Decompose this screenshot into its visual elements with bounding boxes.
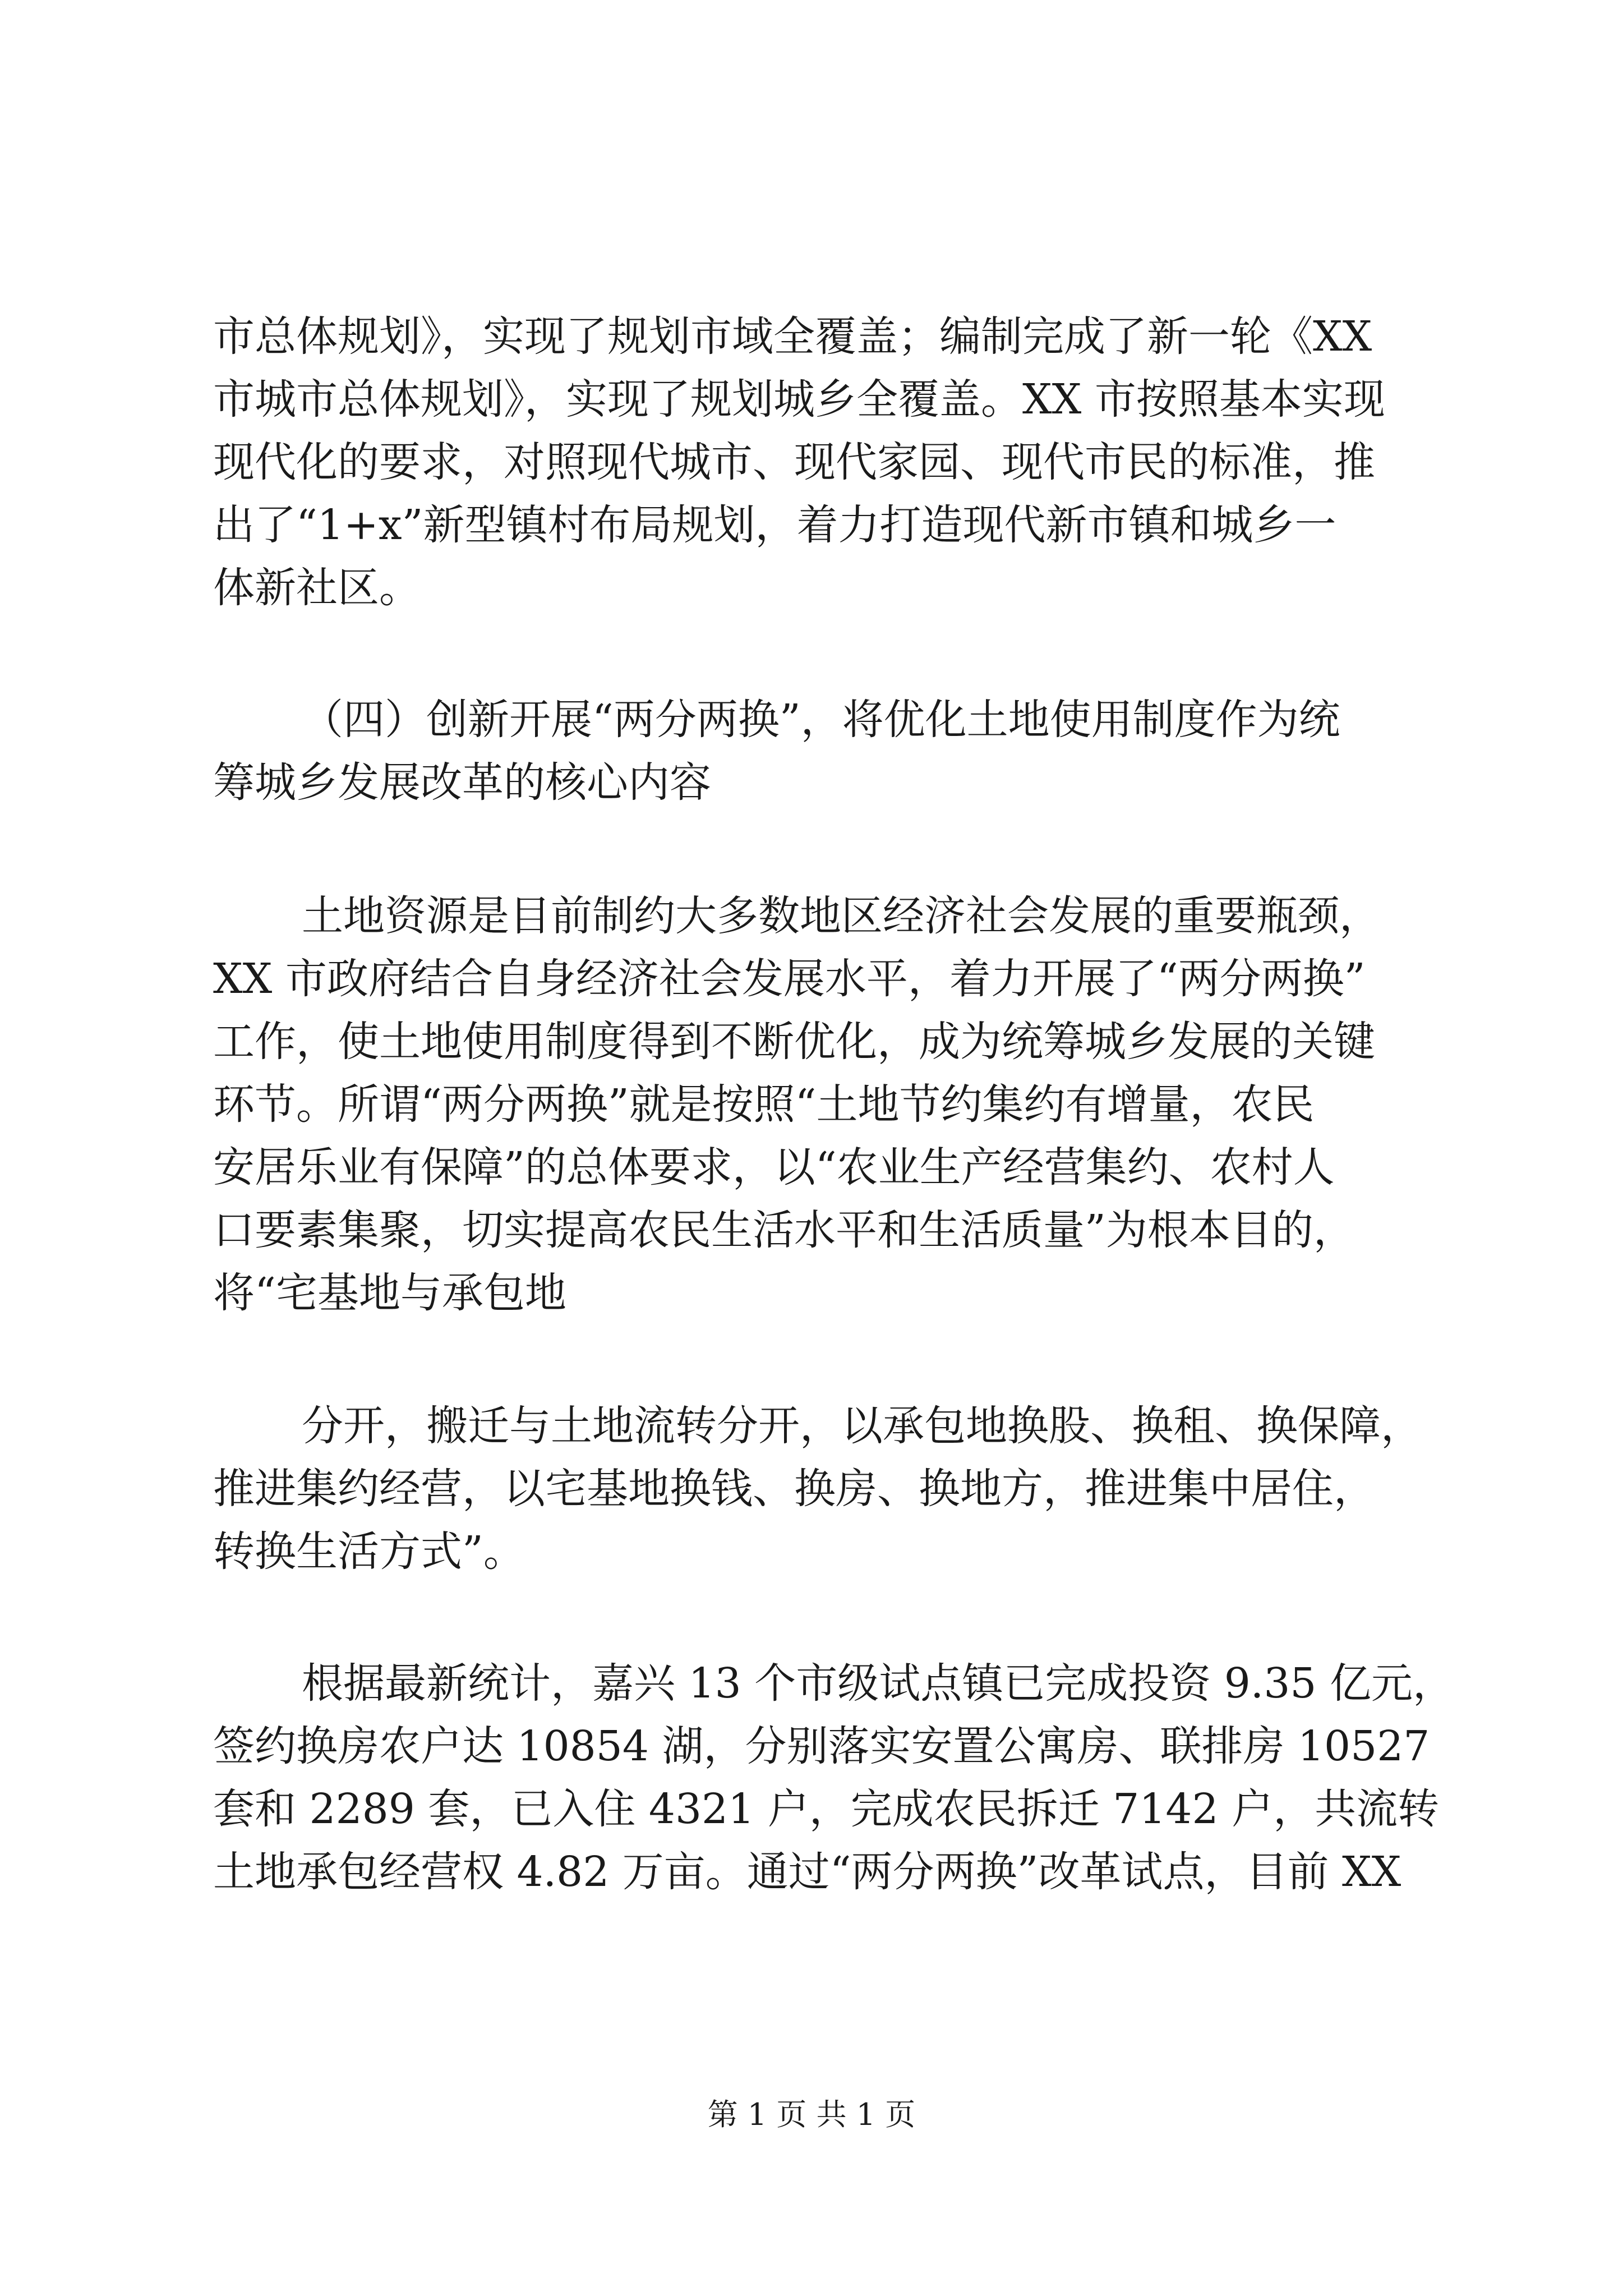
body-text-line: XX 市政府结合自身经济社会发展水平，着力开展了“两分两换” xyxy=(213,955,1366,1003)
body-text-line: 将“宅基地与承包地 xyxy=(213,1269,566,1317)
body-text-line: 口要素集聚，切实提高农民生活水平和生活质量”为根本目的， xyxy=(213,1206,1355,1254)
body-text-line: 转换生活方式”。 xyxy=(213,1527,525,1576)
body-text-line: 签约换房农户达 10854 湖，分别落实安置公寓房、联排房 10527 xyxy=(213,1722,1430,1770)
body-text-line: 土地承包经营权 4.82 万亩。通过“两分两换”改革试点，目前 XX xyxy=(213,1848,1401,1896)
body-text-line: 市总体规划》，实现了规划市域全覆盖；编制完成了新一轮《XX xyxy=(213,312,1372,361)
body-text-line: 安居乐业有保障”的总体要求，以“农业生产经营集约、农村人 xyxy=(213,1143,1335,1191)
body-text-line: 推进集约经营，以宅基地换钱、换房、换地方，推进集中居住， xyxy=(213,1465,1375,1513)
body-text-line: 土地资源是目前制约大多数地区经济社会发展的重要瓶颈， xyxy=(302,892,1381,940)
body-text-line: 工作，使土地使用制度得到不断优化，成为统筹城乡发展的关键 xyxy=(213,1018,1375,1066)
body-text-line: 环节。所谓“两分两换”就是按照“土地节约集约有增量，农民 xyxy=(213,1080,1315,1129)
page-number-footer: 第 1 页 共 1 页 xyxy=(707,2097,916,2132)
section-heading: （四）创新开展“两分两换”，将优化土地使用制度作为统 xyxy=(302,696,1340,744)
body-text-line: 现代化的要求，对照现代城市、现代家园、现代市民的标准，推 xyxy=(213,438,1375,486)
body-text-line: 分开，搬迁与土地流转分开，以承包地换股、换租、换保障， xyxy=(302,1402,1422,1450)
body-text-line: 市城市总体规划》，实现了规划城乡全覆盖。XX 市按照基本实现 xyxy=(213,375,1385,424)
body-text-line: 套和 2289 套，已入住 4321 户，完成农民拆迁 7142 户，共流转 xyxy=(213,1785,1440,1833)
body-text-line: 体新社区。 xyxy=(213,564,421,612)
body-text-line: 根据最新统计，嘉兴 13 个市级试点镇已完成投资 9.35 亿元， xyxy=(302,1659,1455,1708)
body-text-line: 出了“1+x”新型镇村布局规划，着力打造现代新市镇和城乡一 xyxy=(213,501,1336,549)
section-heading: 筹城乡发展改革的核心内容 xyxy=(213,758,711,807)
